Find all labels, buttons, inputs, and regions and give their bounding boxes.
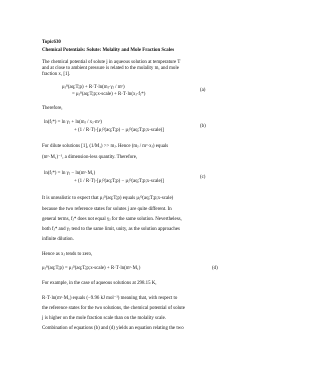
- para5-line1: For example, in the case of aqueous solutions at 298.15 K,: [42, 281, 157, 286]
- equation-d-label: (d): [212, 266, 218, 271]
- topic-id: Topic630: [42, 40, 61, 45]
- para3-line4: both fⱼ* and γⱼ tend to the same limit, unity, as the solution approaches: [42, 227, 180, 232]
- equation-a-label: (a): [200, 88, 206, 93]
- equation-b-line1: ln(fⱼ*) = ln γⱼ + ln(mⱼ / xⱼ·mᵒ): [44, 120, 102, 125]
- equation-c-line2: + (1 / R·T)·[μⱼ⁰(aq;T;p) − μⱼ⁰(aq;T;p;x-scale)]: [74, 179, 164, 184]
- para3-line3: general terms, fⱼ* does not equal γⱼ for the same solution. Nevertheless,: [42, 217, 182, 222]
- para5-line3: the reference states for the two solutions, the chemical potential of solute: [42, 306, 185, 311]
- para3-line2: because the two reference states for solutes j are quite different. In: [42, 207, 172, 212]
- equation-b-line2: + (1 / R·T)·[μⱼ⁰(aq;T;p) − μⱼ⁰(aq;T;p;x-scale)]: [74, 128, 164, 133]
- para5-line5: Combination of equations (b) and (d) yields an equation relating the two: [42, 326, 184, 331]
- para1-line1: The chemical potential of solute j in aqueous solution at temperature T: [42, 60, 181, 65]
- para1-line2: and at close to ambient pressure is related to the molality m, and mole: [42, 66, 179, 71]
- equation-a-line1: μⱼ⁰(aq;T;p) + R·T·ln(mⱼ·γⱼ / mᵒ): [62, 85, 125, 90]
- para1-line3: fraction x, [1].: [42, 72, 71, 77]
- para4-text: Hence as xⱼ tends to zero,: [42, 252, 93, 257]
- para3-line5: infinite dilution.: [42, 237, 74, 242]
- para2-line1: For dilute solutions [1], (1/M₁) >> mⱼ. Hence (mⱼ / mᵒ·xⱼ) equals: [42, 144, 169, 149]
- therefore-text: Therefore,: [42, 106, 63, 111]
- para2-line2: (mᵒ·M₁)⁻¹, a dimension-less quantity. Therefore,: [42, 155, 138, 160]
- equation-d-line1: μⱼ⁰(aq;T;p) = μⱼ⁰(aq;T;p;x-scale) + R·T·ln(mᵒ·M₁): [42, 266, 141, 271]
- para3-line1: It is unrealistic to expect that μⱼ⁰(aq;T;p) equals μⱼ⁰(aq;T;p;x-scale): [42, 196, 174, 201]
- equation-a-line2: = μⱼ⁰(aq;T;p;x-scale) + R·T·ln(xⱼ·fⱼ*): [72, 92, 146, 97]
- equation-c-line1: ln(fⱼ*) = ln γⱼ − ln(mᵒ·M₁): [44, 171, 96, 176]
- page-heading: Chemical Potentials: Solute: Molality and Mole Fraction Scales: [42, 48, 175, 53]
- para5-line4: j is higher on the mole fraction scale than on the molality scale.: [42, 316, 166, 321]
- equation-c-label: (c): [200, 175, 206, 180]
- equation-b-label: (b): [200, 124, 206, 129]
- para5-line2: R·T·ln(mᵒ·M₁) equals (−9.96 kJ mol⁻¹) meaning that, with respect to: [42, 296, 178, 301]
